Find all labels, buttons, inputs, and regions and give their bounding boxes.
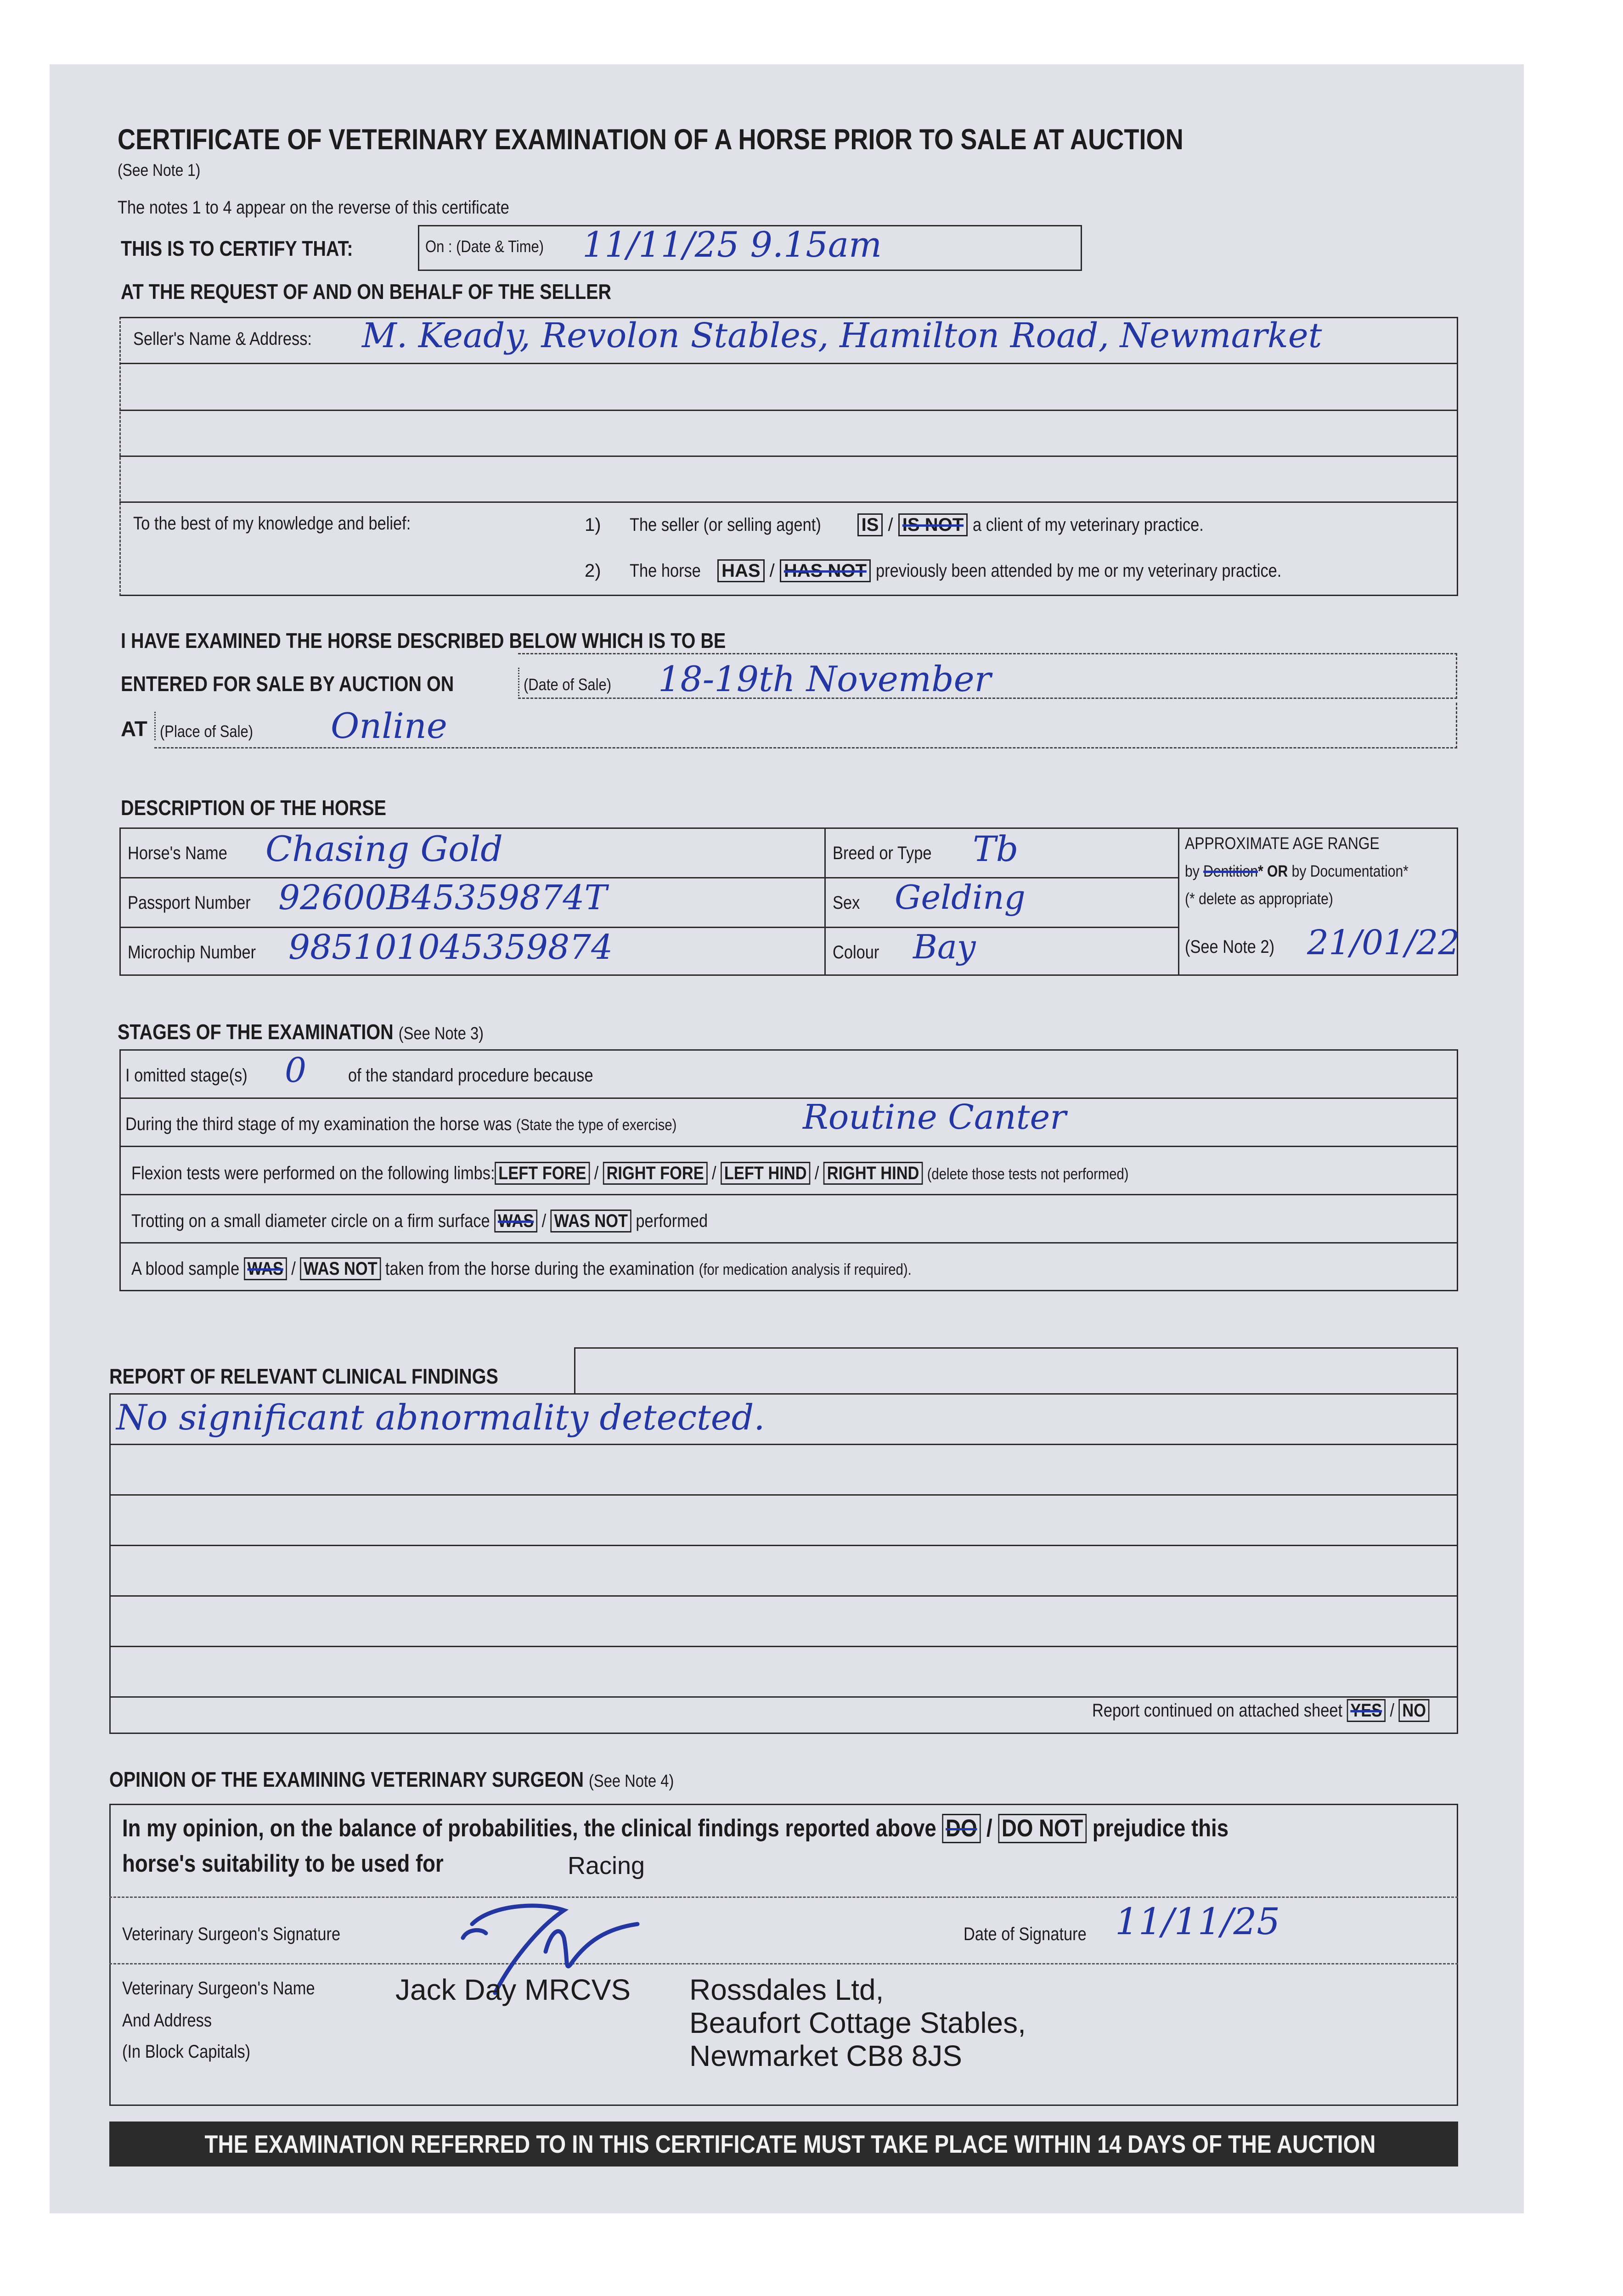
statement-2: [585, 559, 1347, 582]
certify-label: THIS IS TO CERTIFY THAT:: [121, 236, 353, 260]
trotting-label: Trotting on a small diameter circle on a firm surface: [131, 1211, 490, 1231]
stages-note: (See Note 3): [398, 1024, 484, 1043]
flexion-row: [131, 1162, 1291, 1185]
microchip-value: 985101045359874: [288, 928, 613, 967]
place-of-sale-value: Online: [331, 705, 447, 746]
report-line-4: [109, 1595, 1458, 1597]
blood-note: (for medication analysis if required).: [699, 1261, 912, 1278]
seller-label: Seller's Name & Address:: [133, 329, 312, 349]
place-of-sale-divider: [154, 712, 156, 740]
third-stage-hint: (State the type of exercise): [516, 1116, 677, 1134]
sex-label: Sex: [833, 893, 860, 913]
seller-line-2: [119, 410, 1458, 411]
flexion-separator-3: /: [814, 1163, 819, 1183]
passport-value: 92600B45359874T: [278, 878, 607, 917]
signature-label: Veterinary Surgeon's Signature: [122, 1924, 341, 1944]
colour-label: Colour: [833, 942, 879, 962]
report-line-1: [109, 1444, 1458, 1445]
statement-2-suffix: previously been attended by me or my veterinary practice.: [876, 561, 1282, 581]
blood-row: [131, 1257, 1038, 1280]
horse-has-not-option[interactable]: HAS NOT: [780, 559, 871, 582]
place-of-sale-label: (Place of Sale): [160, 722, 254, 741]
vet-address-label: And Address: [122, 2010, 212, 2031]
opinion-do-option[interactable]: DO: [942, 1814, 981, 1843]
age-by-label: by: [1185, 862, 1200, 880]
horse-has-option[interactable]: HAS: [717, 559, 764, 582]
colour-value: Bay: [913, 928, 976, 966]
date-of-sale-label: (Date of Sale): [524, 675, 612, 694]
seller-line-4: [119, 501, 1458, 503]
vet-name-label: Veterinary Surgeon's Name: [122, 1978, 315, 1998]
age-range-options: [1185, 862, 1445, 881]
flexion-right-fore-option[interactable]: RIGHT FORE: [603, 1162, 708, 1185]
certificate-title: CERTIFICATE OF VETERINARY EXAMINATION OF A HORSE PRIOR TO SALE AT AUCTION: [118, 124, 1183, 156]
footer-banner-text: THE EXAMINATION REFERRED TO IN THIS CERTIFICATE MUST TAKE PLACE WITHIN 14 DAYS OF THE AUCTION: [204, 2130, 1376, 2158]
date-of-sale-value: 18-19th November: [658, 658, 991, 699]
trotting-row: [131, 1210, 801, 1232]
report-findings-value: No significant abnormality detected.: [116, 1397, 765, 1438]
horse-name-label: Horse's Name: [128, 843, 227, 863]
age-or-label: * OR: [1257, 862, 1288, 880]
flexion-note: (delete those tests not performed): [927, 1165, 1129, 1183]
horse-table-col-line-2: [1178, 827, 1179, 976]
stages-row-line-4: [119, 1242, 1458, 1244]
age-note-label: (See Note 2): [1185, 937, 1275, 957]
statement-1-number: 1): [585, 515, 601, 535]
third-stage-value: Routine Canter: [803, 1097, 1066, 1137]
vet-block-label: (In Block Capitals): [122, 2042, 251, 2062]
flexion-left-fore-option[interactable]: LEFT FORE: [495, 1162, 590, 1185]
opinion-heading: [109, 1767, 766, 1792]
age-range-heading: APPROXIMATE AGE RANGE: [1185, 834, 1380, 853]
report-continued-separator: /: [1390, 1700, 1395, 1721]
certificate-page: [50, 64, 1524, 2213]
third-stage-text: During the third stage of my examination the horse was: [125, 1114, 512, 1134]
sex-value: Gelding: [895, 878, 1026, 917]
report-line-5: [109, 1646, 1458, 1647]
statement-2-text: The horse: [629, 561, 701, 581]
breed-value: Tb: [973, 828, 1019, 869]
breed-label: Breed or Type: [833, 843, 932, 863]
statement-1-separator: /: [888, 515, 893, 535]
statement-1: [585, 513, 1241, 536]
on-date-value: 11/11/25 9.15am: [582, 224, 882, 265]
statement-1-suffix: a client of my veterinary practice.: [973, 515, 1204, 535]
stages-row-line-1: [119, 1097, 1458, 1099]
report-continued-yes-option[interactable]: YES: [1347, 1699, 1386, 1722]
statement-2-number: 2): [585, 561, 601, 581]
flexion-left-hind-option[interactable]: LEFT HIND: [721, 1162, 810, 1185]
report-line-3: [109, 1545, 1458, 1546]
opinion-line-1-text: In my opinion, on the balance of probabilities, the clinical findings reported above: [122, 1815, 936, 1842]
trotting-separator: /: [541, 1211, 547, 1231]
opinion-do-not-option[interactable]: DO NOT: [998, 1814, 1087, 1843]
examined-label: I HAVE EXAMINED THE HORSE DESCRIBED BELOW WHICH IS TO BE: [121, 629, 726, 653]
opinion-note: (See Note 4): [589, 1772, 674, 1791]
date-signature-value: 11/11/25: [1115, 1900, 1280, 1943]
seller-is-option[interactable]: IS: [857, 513, 883, 536]
trotting-suffix: performed: [636, 1211, 708, 1231]
opinion-line-1: [122, 1814, 1409, 1843]
notes-reference: The notes 1 to 4 appear on the reverse of this certificate: [118, 197, 509, 218]
stages-row-line-3: [119, 1194, 1458, 1195]
opinion-line-1-suffix: prejudice this: [1092, 1815, 1229, 1842]
flexion-separator-2: /: [712, 1163, 716, 1183]
age-documentation-option[interactable]: by Documentation*: [1291, 862, 1409, 880]
stages-heading: [118, 1019, 543, 1044]
report-continued-row: [1092, 1699, 1484, 1722]
vet-name-value: Jack Day MRCVS: [395, 1973, 631, 2006]
report-heading-box: [574, 1347, 1458, 1393]
date-signature-label: Date of Signature: [964, 1924, 1087, 1944]
title-note: (See Note 1): [118, 161, 201, 180]
seller-is-not-option[interactable]: IS NOT: [898, 513, 968, 536]
report-continued-no-option[interactable]: NO: [1399, 1699, 1430, 1722]
omitted-label: I omitted stage(s): [125, 1065, 248, 1086]
opinion-use-value: Racing: [568, 1852, 645, 1880]
opinion-separator: /: [986, 1815, 992, 1842]
blood-separator: /: [291, 1259, 296, 1279]
age-dentition-option[interactable]: Dentition: [1203, 862, 1258, 880]
at-label: AT: [121, 717, 147, 741]
blood-suffix: taken from the horse during the examination: [385, 1259, 695, 1279]
omitted-value: 0: [285, 1051, 307, 1090]
knowledge-label: To the best of my knowledge and belief:: [133, 513, 411, 534]
description-heading: DESCRIPTION OF THE HORSE: [121, 796, 387, 820]
statement-1-text: The seller (or selling agent): [629, 515, 821, 535]
on-date-label: On : (Date & Time): [425, 237, 544, 256]
report-line-6: [109, 1696, 1458, 1698]
statement-2-separator: /: [769, 561, 775, 581]
date-of-sale-divider: [518, 668, 519, 696]
seller-line-1: [119, 363, 1458, 364]
flexion-separator-1: /: [594, 1163, 599, 1183]
flexion-label: Flexion tests were performed on the following limbs:: [131, 1163, 495, 1183]
blood-was-option[interactable]: WAS: [244, 1257, 287, 1280]
vet-address-line-1: Rossdales Ltd,: [689, 1973, 884, 2006]
horse-table-col-line-1: [824, 827, 826, 976]
third-stage-label: [125, 1114, 766, 1135]
trotting-was-not-option[interactable]: WAS NOT: [551, 1210, 631, 1232]
report-heading: REPORT OF RELEVANT CLINICAL FINDINGS: [109, 1364, 498, 1388]
omitted-suffix: of the standard procedure because: [348, 1065, 593, 1086]
horse-name-value: Chasing Gold: [265, 828, 503, 869]
opinion-heading-text: OPINION OF THE EXAMINING VETERINARY SURGEON: [109, 1767, 584, 1791]
flexion-right-hind-option[interactable]: RIGHT HIND: [823, 1162, 923, 1185]
report-continued-label: Report continued on attached sheet: [1092, 1700, 1343, 1721]
footer-banner: [109, 2122, 1458, 2167]
trotting-was-option[interactable]: WAS: [494, 1210, 537, 1232]
blood-label: A blood sample: [131, 1259, 240, 1279]
age-value: 21/01/22: [1307, 923, 1460, 962]
vet-address-line-2: Beaufort Cottage Stables,: [689, 2006, 1026, 2039]
passport-label: Passport Number: [128, 893, 251, 913]
microchip-label: Microchip Number: [128, 942, 256, 962]
vet-address-line-3: Newmarket CB8 8JS: [689, 2039, 962, 2072]
stages-row-line-2: [119, 1146, 1458, 1147]
opinion-divider-2: [109, 1963, 1458, 1964]
report-line-2: [109, 1494, 1458, 1496]
seller-value: M. Keady, Revolon Stables, Hamilton Road, Newmarket: [362, 316, 1322, 355]
request-label: AT THE REQUEST OF AND ON BEHALF OF THE SELLER: [121, 280, 612, 304]
opinion-divider-1: [109, 1896, 1458, 1898]
seller-line-3: [119, 456, 1458, 457]
entered-label: ENTERED FOR SALE BY AUCTION ON: [121, 672, 454, 696]
opinion-line-2: horse's suitability to be used for: [122, 1850, 444, 1877]
blood-was-not-option[interactable]: WAS NOT: [300, 1257, 381, 1280]
stages-heading-text: STAGES OF THE EXAMINATION: [118, 1020, 394, 1044]
horse-table-row-line-2: [119, 927, 1178, 928]
age-delete-note: (* delete as appropriate): [1185, 890, 1333, 908]
